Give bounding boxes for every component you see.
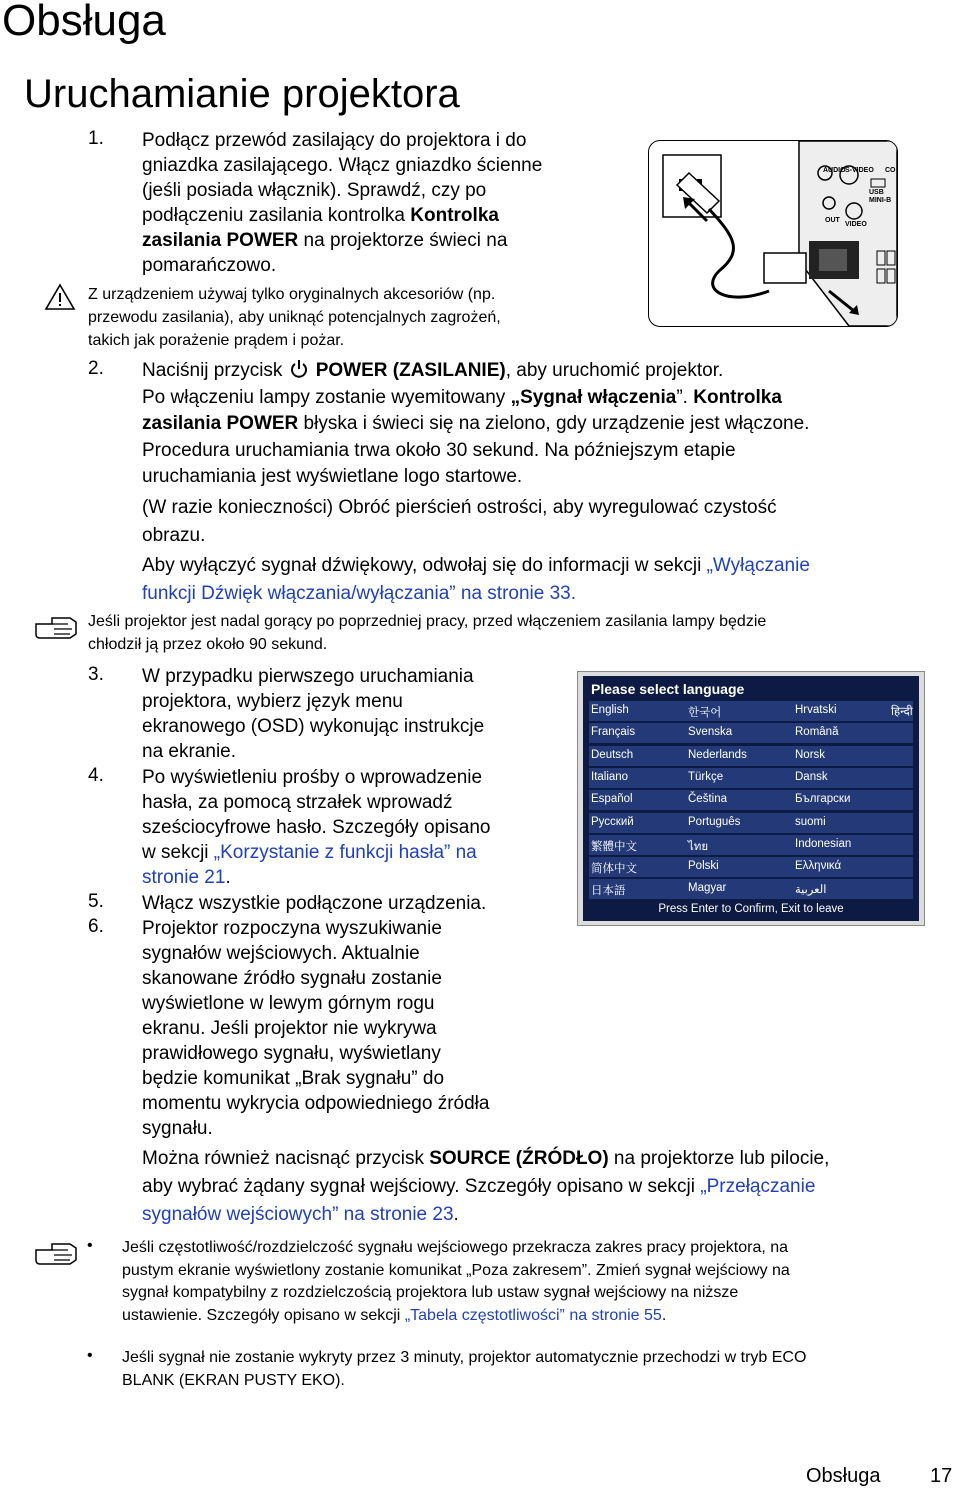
port-label: AUDIO — [823, 167, 846, 174]
power-connection-figure — [648, 140, 898, 327]
osd-language-option[interactable]: Svenska — [688, 726, 733, 739]
link-beep-page[interactable]: funkcji Dźwięk włączania/wyłączania” na stronie 33. — [142, 583, 577, 604]
osd-language-option[interactable]: Français — [591, 726, 636, 739]
step-number: 1. — [88, 128, 104, 149]
step-2-text: Naciśnij przycisk POWER (ZASILANIE), aby uruchomić projektor. Po włączeniu lampy zostanie wyemitowany „Sygnał włączenia”. Kontrolka zasilania POWER błyska i świeci się na zielono, gdy urządzenie jest włączone. Procedura uruchamiania trwa około 30 sekund. Na późniejszym etapie uruchamiania jest wyświetlane logo startowe. — [142, 360, 810, 487]
osd-language-row — [589, 813, 913, 833]
step-6-text: Projektor rozpoczyna wyszukiwanie sygnałów wejściowych. Aktualnie skanowane źródło sygnału zostanie wyświetlone w lewym górnym rogu ekranu. Jeśli projektor nie wykrywa prawidłowego sygnału, wyświetlany będzie komunikat „Brak sygnału” do momentu wykrycia odpowiedniego źródła sygnału. — [142, 918, 490, 1139]
osd-language-option[interactable]: ไทย — [688, 840, 709, 853]
link-password-page[interactable]: stronie 21 — [142, 867, 226, 888]
power-icon — [288, 359, 310, 379]
osd-language-option[interactable]: Română — [795, 726, 839, 739]
osd-language-option[interactable]: suomi — [795, 815, 826, 828]
osd-language-option[interactable]: 日本語 — [591, 885, 626, 898]
note-1-text: Jeśli projektor jest nadal gorący po poprzedniej pracy, przed włączeniem zasilania lampy będzie chłodził ją przez około 90 sekund. — [88, 613, 767, 653]
osd-language-row — [589, 746, 913, 766]
note-hand-icon — [32, 1238, 80, 1268]
osd-language-option[interactable]: Deutsch — [591, 748, 634, 761]
section-heading: Obsługa — [2, 0, 166, 45]
page-title: Uruchamianie projektora — [24, 72, 460, 116]
warning-text: Z urządzeniem używaj tylko oryginalnych akcesoriów (np. przewodu zasilania), aby uniknąć potencjalnych zagrożeń, takich jak porażenie prądem i pożar. — [88, 286, 501, 349]
osd-language-row — [589, 723, 913, 743]
port-label: MINI-B — [869, 197, 892, 204]
note-hand-icon — [32, 612, 80, 642]
osd-language-option[interactable]: 繁體中文 — [591, 840, 637, 853]
osd-language-row — [589, 768, 913, 788]
note-2-bullet-1: Jeśli częstotliwość/rozdzielczość sygnału wejściowego przekracza zakres pracy projektora, na pustym ekranie wyświetlony zostanie komunikat „Poza zakresem”. Zmień sygnał wejściowy na sygnał kompatybilny z rozdzielczością projektora lub ustaw sygnał wejściowy na niższe ustawienie. Szczegóły opisano w sekcji „Tabela częstotliwości” na stronie 55. — [122, 1239, 790, 1324]
step-number: 4. — [88, 765, 104, 786]
osd-language-option[interactable]: Español — [591, 793, 633, 806]
page-number: 17 — [930, 1465, 953, 1487]
osd-language-option[interactable]: Türkçe — [688, 770, 724, 783]
osd-language-option[interactable]: Indonesian — [795, 837, 852, 850]
osd-language-option[interactable]: Polski — [688, 860, 719, 873]
step-1-text: Podłącz przewód zasilający do projektora i do gniazdka zasilającego. Włącz gniazdko ścienne (jeśli posiada włącznik). Sprawdź, czy po podłączeniu zasilania kontrolka Kontrolka zasilania POWER na projektorze świeci na pomarańczowo. — [142, 130, 543, 276]
step-number: 5. — [88, 891, 104, 912]
step-4-text: Po wyświetleniu prośby o wprowadzenie hasła, za pomocą strzałek wprowadź sześciocyfrowe hasło. Szczegóły opisano w sekcji „Korzystanie z funkcji hasła” na stronie 21. — [142, 767, 491, 888]
osd-language-row — [589, 790, 913, 810]
osd-language-menu — [577, 671, 925, 926]
source-text: Można również nacisnąć przycisk SOURCE (ŹRÓDŁO) na projektorze lub pilocie, aby wybrać żądany sygnał wejściowy. Szczegóły opisano w sekcji „Przełączanie sygnałów wejściowych” na stronie 23. — [142, 1148, 830, 1225]
step-number: 6. — [88, 916, 104, 937]
osd-language-option[interactable]: हिन्दी — [891, 706, 913, 718]
port-label: OUT — [825, 217, 840, 224]
port-label: VIDEO — [845, 221, 867, 228]
beep-text: Aby wyłączyć sygnał dźwiękowy, odwołaj się do informacji w sekcji „Wyłączanie funkcji Dźwięk włączania/wyłączania” na stronie 33. — [142, 552, 942, 608]
osd-language-option[interactable]: Nederlands — [688, 748, 747, 761]
focus-text: (W razie konieczności) Obróć pierścień ostrości, aby wyregulować czystość obrazu. — [142, 497, 777, 546]
step-number: 3. — [88, 664, 104, 685]
osd-language-option[interactable]: Hrvatski — [795, 704, 837, 716]
osd-language-option[interactable]: Magyar — [688, 882, 727, 895]
osd-language-option[interactable]: 한국어 — [688, 707, 722, 719]
osd-language-row — [589, 835, 913, 855]
osd-language-option[interactable]: Русский — [591, 815, 634, 828]
link-password[interactable]: „Korzystanie z funkcji hasła” na — [213, 842, 477, 863]
osd-language-option[interactable]: Norsk — [795, 748, 826, 761]
osd-title: Please select language — [591, 681, 745, 697]
port-label: S-VIDEO — [845, 167, 874, 174]
step-5-text: Włącz wszystkie podłączone urządzenia. — [142, 893, 487, 914]
port-label: CO — [885, 167, 896, 174]
footer-section-label: Obsługa — [806, 1465, 881, 1487]
osd-language-option[interactable]: Čeština — [688, 793, 727, 806]
osd-language-row — [589, 701, 913, 721]
link-frequency-table[interactable]: „Tabela częstotliwości” na stronie 55 — [404, 1306, 662, 1324]
osd-language-option[interactable]: English — [591, 704, 629, 716]
osd-language-option[interactable]: Български — [795, 793, 851, 806]
osd-language-option[interactable]: Dansk — [795, 770, 828, 783]
osd-language-option[interactable]: Italiano — [591, 770, 629, 783]
link-source-page[interactable]: sygnałów wejściowych” na stronie 23 — [142, 1204, 454, 1225]
osd-language-row — [589, 879, 913, 899]
bullet-dot: • — [87, 1237, 93, 1254]
link-source[interactable]: „Przełączanie — [700, 1176, 816, 1197]
bullet-dot: • — [87, 1347, 93, 1364]
osd-language-option[interactable]: Ελληνικά — [795, 860, 842, 873]
power-plug-icon — [764, 253, 806, 283]
warning-icon — [44, 283, 76, 311]
step-number: 2. — [88, 358, 104, 379]
osd-language-option[interactable]: العربية — [795, 884, 827, 897]
note-2-bullet-2: Jeśli sygnał nie zostanie wykryty przez 3 minuty, projektor automatycznie przechodzi w tryb ECO BLANK (EKRAN PUSTY EKO). — [122, 1349, 807, 1389]
osd-footer: Press Enter to Confirm, Exit to leave — [658, 903, 844, 915]
osd-language-row — [589, 857, 913, 877]
osd-language-option[interactable]: Português — [688, 815, 741, 828]
step-3-text: W przypadku pierwszego uruchamiania projektora, wybierz język menu ekranowego (OSD) wykonując instrukcje na ekranie. — [142, 666, 485, 762]
link-beep[interactable]: „Wyłączanie — [706, 555, 810, 576]
osd-language-option[interactable]: 简体中文 — [591, 863, 637, 876]
port-label: USB — [869, 189, 884, 196]
